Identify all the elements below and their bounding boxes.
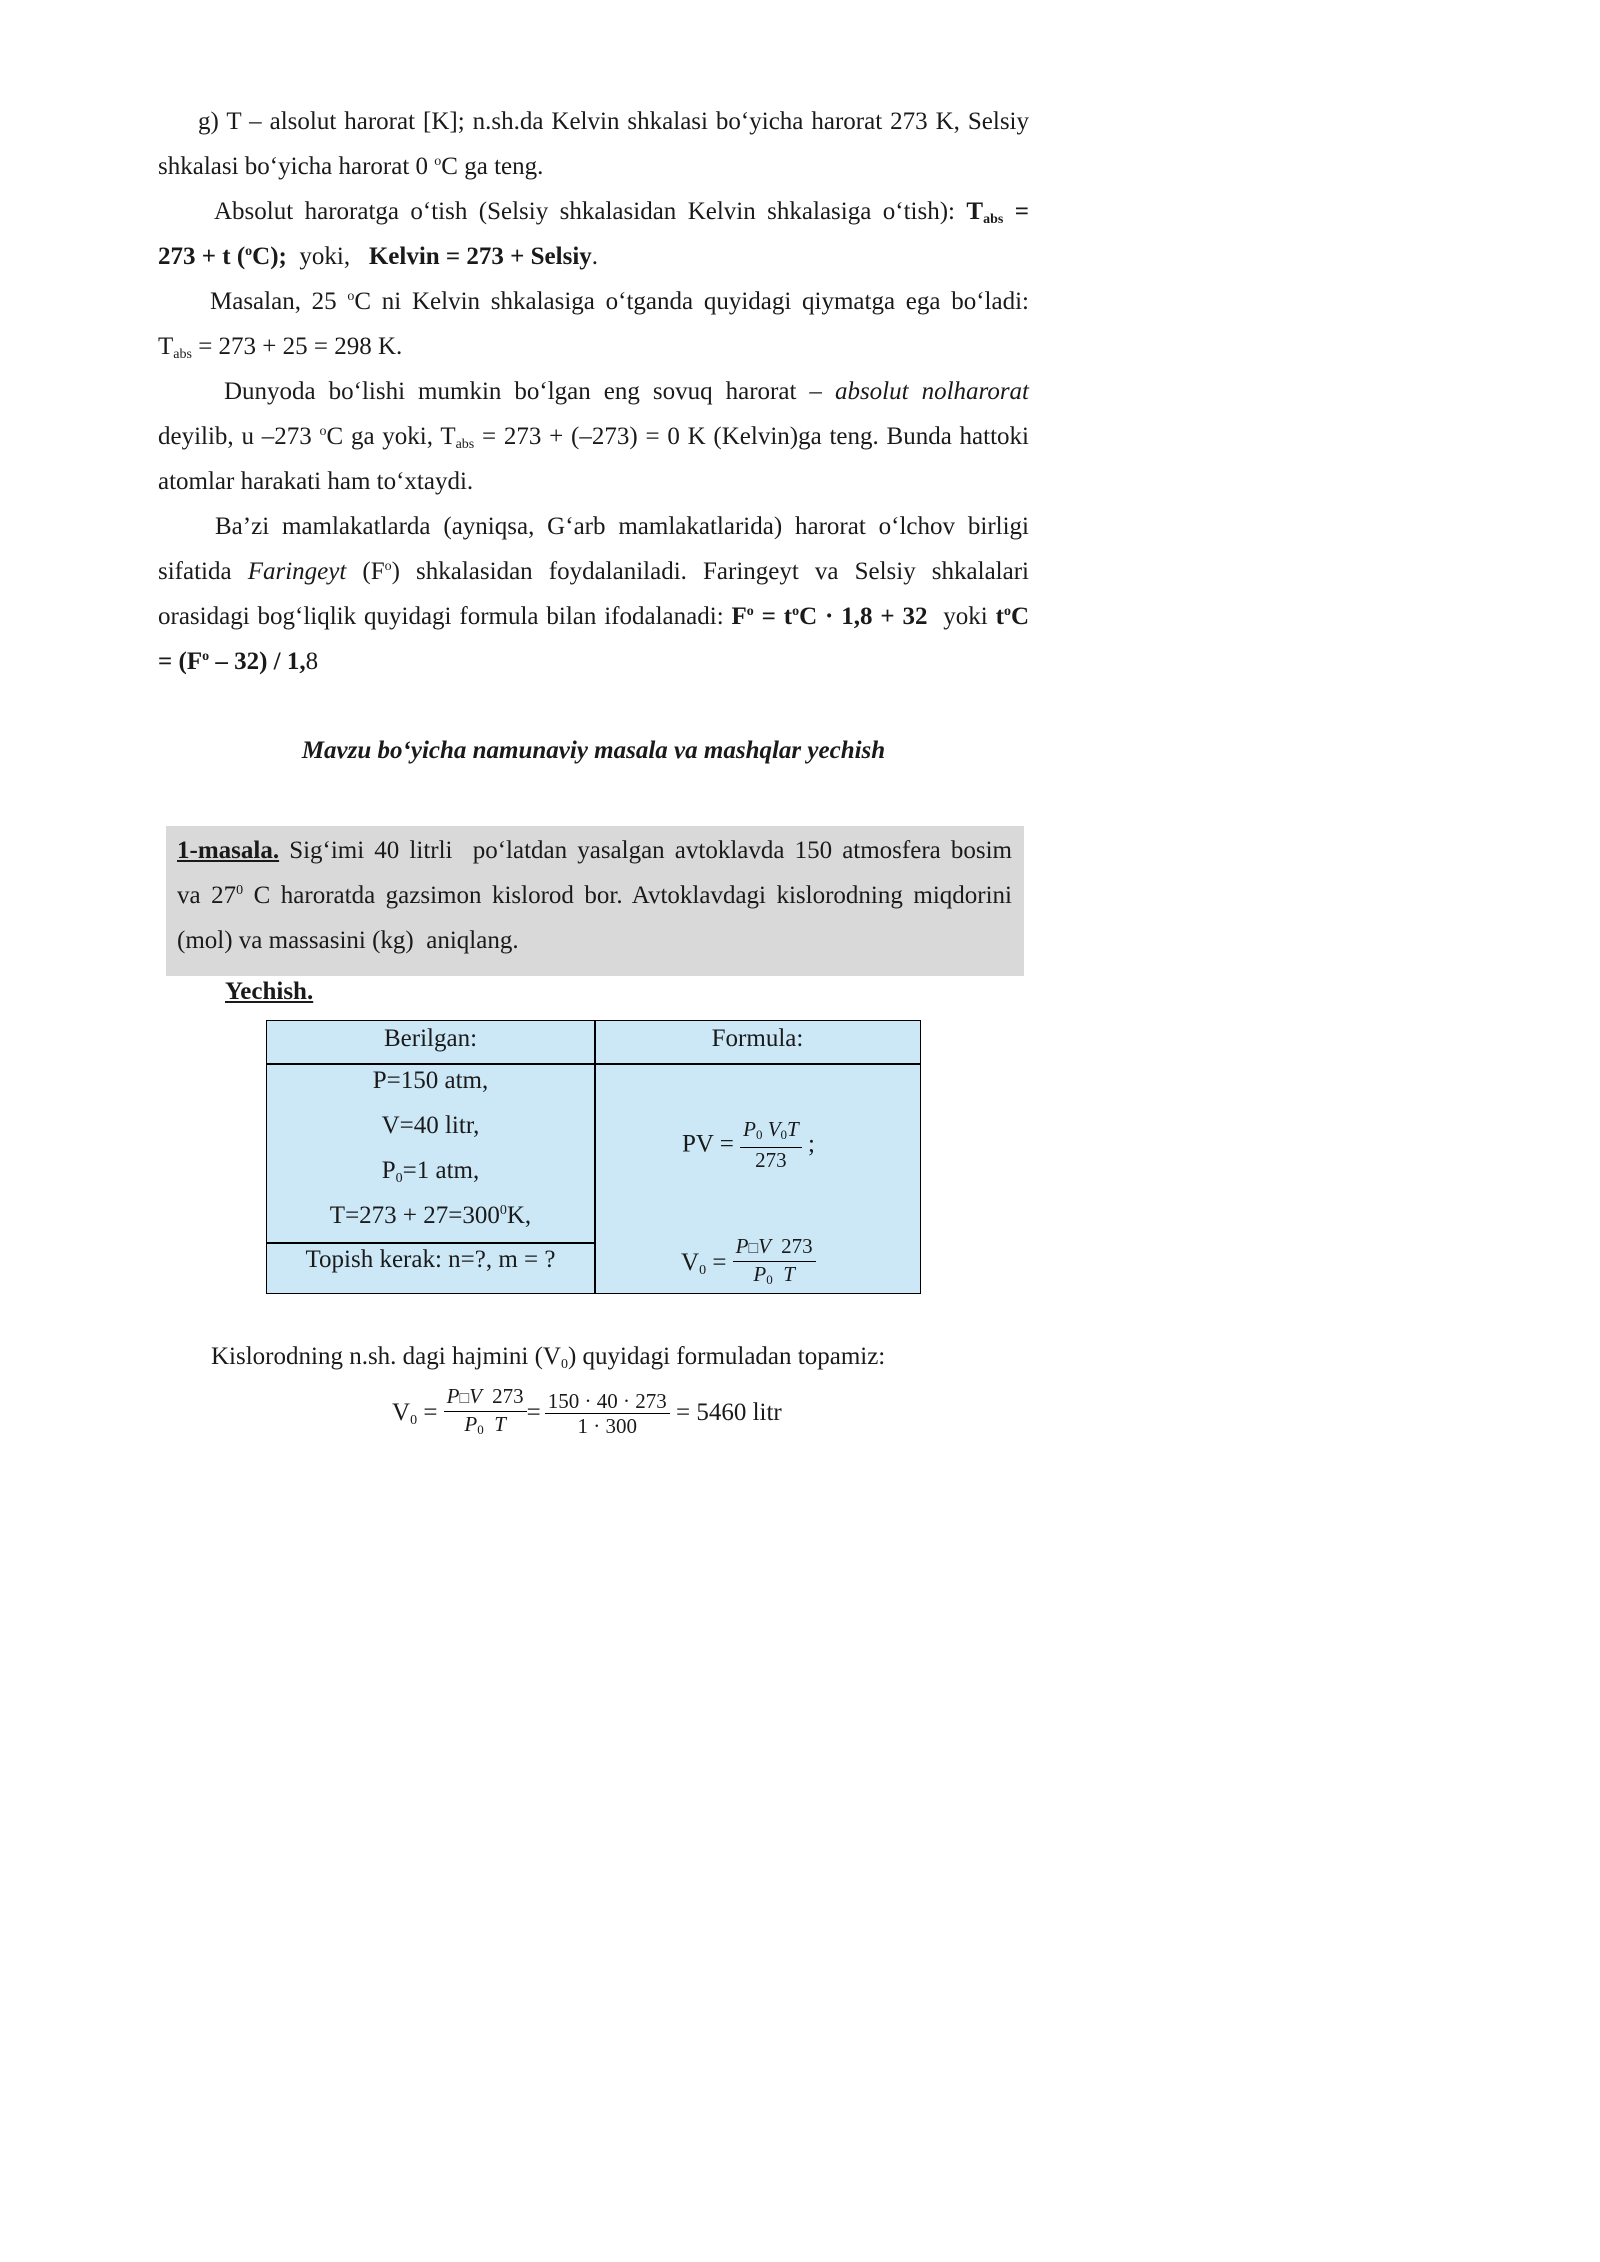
paragraph-line — [158, 419, 1029, 455]
text: =1 atm, — [402, 1157, 480, 1184]
fraction — [733, 1234, 816, 1292]
paragraph-line — [211, 1339, 1082, 1375]
superscript: o — [202, 649, 210, 664]
text: 8 — [305, 648, 319, 675]
text: 273 + t ( — [158, 243, 246, 270]
final-calculation — [392, 1384, 782, 1442]
text: V — [762, 1117, 781, 1141]
italic-text: Faringeyt — [247, 558, 347, 585]
result-text: = 5460 litr — [669, 1399, 782, 1426]
given-item — [267, 1198, 594, 1234]
subscript: 0 — [410, 1413, 418, 1428]
text: Masalan, 25 — [210, 288, 348, 315]
paragraph-line — [210, 284, 1029, 320]
text: K, — [506, 1202, 532, 1229]
text: Ba’zi mamlakatlarda (ayniqsa, G‘arb mamlakatlarida) harorat o‘lchov birligi — [215, 513, 1029, 540]
text: = — [1003, 198, 1029, 225]
text: g) T – alsolut harorat [K]; n.sh.da Kelvin shkalasi bo‘yicha harorat 273 K, Selsiy — [198, 108, 1029, 135]
text: = — [417, 1399, 444, 1426]
given-item: V=40 litr, — [381, 1112, 480, 1139]
superscript: o — [792, 604, 800, 619]
fraction — [545, 1389, 670, 1438]
fraction — [740, 1117, 802, 1172]
text: ; — [801, 1130, 815, 1158]
text: = 273 + (–273) = 0 K (Kelvin)ga teng. Bunda hattoki — [474, 423, 1029, 450]
text: T — [787, 1117, 799, 1141]
text: Dunyoda bo‘lishi mumkin bo‘lgan eng sovuq harorat – — [224, 378, 835, 405]
text — [392, 1399, 444, 1426]
subscript: 0 — [560, 1357, 568, 1372]
text: 273 — [492, 1384, 524, 1408]
superscript: o — [245, 244, 253, 259]
text: C · 1,8 + 32 — [799, 603, 928, 630]
text: Sig‘imi 40 litrli po‘latdan yasalgan avtoklavda 150 atmosfera bosim — [279, 837, 1012, 864]
text: C ga teng. — [441, 153, 544, 180]
formula-pv — [682, 1117, 815, 1172]
find-item: Topish kerak: n=?, m = ? — [305, 1246, 556, 1273]
subscript: abs — [455, 437, 475, 452]
section-heading: Mavzu bo‘yicha namunaviy masala va mashqlar yechish — [301, 737, 886, 764]
text: va 27 — [177, 882, 237, 909]
paragraph-line — [198, 104, 1029, 140]
text: = — [706, 1249, 733, 1276]
document-page — [0, 0, 1118, 1568]
table-header-formula: Formula: — [711, 1025, 804, 1052]
text: 273 — [755, 1148, 787, 1172]
given-formula-table — [266, 1020, 921, 1294]
superscript: o — [1003, 604, 1011, 619]
subscript: 0 — [395, 1171, 403, 1186]
text: T=273 + 27=300 — [329, 1202, 500, 1229]
paragraph-line — [224, 374, 1029, 410]
text: – 32) / 1, — [209, 648, 306, 675]
text: V — [469, 1384, 493, 1408]
superscript: 0 — [236, 883, 244, 898]
text: (mol) va massasini (kg) aniqlang. — [177, 927, 519, 954]
text: (F — [346, 558, 385, 585]
box-glyph: □ — [459, 1390, 470, 1407]
paragraph-line — [158, 599, 1029, 635]
text: C haroratda gazsimon kislorod bor. Avtoklavdagi kislorodning miqdorini — [243, 882, 1012, 909]
fraction — [444, 1384, 527, 1442]
text: T — [772, 1262, 795, 1286]
text: P — [735, 1234, 749, 1258]
problem-box — [166, 826, 1024, 976]
text: C); — [252, 243, 287, 270]
superscript: 0 — [499, 1203, 507, 1218]
superscript: o — [746, 604, 754, 619]
subscript: 0 — [766, 1272, 773, 1287]
text: 273 — [781, 1234, 813, 1258]
text — [681, 1249, 733, 1276]
table-divider — [594, 1021, 596, 1293]
text: 150 · 40 · 273 — [545, 1389, 670, 1414]
text: t — [995, 603, 1004, 630]
text: C — [1010, 603, 1029, 630]
text: = t — [753, 603, 793, 630]
table-header-given: Berilgan: — [383, 1025, 478, 1052]
text: Kelvin = 273 + Selsiy — [368, 243, 592, 270]
paragraph-line — [215, 509, 1029, 545]
text: shkalasi bo‘yicha harorat 0 — [158, 153, 435, 180]
text: ) shkalasidan foydalaniladi. Faringeyt va Selsiy shkalalari — [391, 558, 1029, 585]
problem-label: 1-masala. — [177, 837, 280, 864]
formula-v0 — [681, 1234, 816, 1292]
text: deyilib, u –273 — [158, 423, 320, 450]
paragraph-line — [158, 464, 1029, 500]
paragraph-line — [158, 239, 1029, 275]
text: P — [753, 1262, 767, 1286]
text: yoki — [927, 603, 996, 630]
text: = (F — [158, 648, 203, 675]
text: C ga yoki, T — [326, 423, 456, 450]
text: sifatida — [158, 558, 248, 585]
text: ) quyidagi formuladan topamiz: — [567, 1343, 886, 1370]
text: P — [464, 1412, 478, 1436]
text: P — [381, 1157, 396, 1184]
text: C ni Kelvin shkalasiga o‘tganda quyidagi qiymatga ega bo‘ladi: — [354, 288, 1029, 315]
text: . — [591, 243, 599, 270]
problem-line — [177, 833, 1012, 869]
text: = — [526, 1399, 541, 1426]
superscript: o — [347, 289, 355, 304]
subscript: 0 — [755, 1127, 763, 1142]
subscript: 0 — [699, 1263, 707, 1278]
text: T — [483, 1412, 506, 1436]
text: T — [158, 333, 174, 360]
text: orasidagi bog‘liqlik quyidagi formula bilan ifodalanadi: — [158, 603, 732, 630]
subscript: abs — [983, 212, 1004, 227]
text: P — [743, 1117, 756, 1141]
subscript: abs — [173, 347, 192, 362]
given-item: P=150 atm, — [372, 1067, 489, 1094]
text: yoki, — [286, 243, 369, 270]
solution-label: Yechish. — [225, 978, 314, 1005]
text: Kislorodning n.sh. dagi hajmini (V — [211, 1343, 561, 1370]
text: PV = — [682, 1130, 741, 1158]
subscript: 0 — [477, 1422, 484, 1437]
problem-line — [177, 923, 1012, 959]
text: atomlar harakati ham to‘xtaydi. — [158, 468, 474, 495]
paragraph-line — [158, 329, 1029, 365]
text: V — [758, 1234, 782, 1258]
given-item — [267, 1153, 594, 1189]
text: P — [446, 1384, 460, 1408]
text: F — [731, 603, 747, 630]
paragraph-line — [158, 554, 1029, 590]
paragraph-line — [214, 194, 1029, 230]
problem-line — [177, 878, 1012, 914]
italic-text: absolut nolharorat — [834, 378, 1029, 405]
text: Absolut haroratga o‘tish (Selsiy shkalasidan Kelvin shkalasiga o‘tish): — [214, 198, 967, 225]
subscript: 0 — [780, 1127, 788, 1142]
text: V — [392, 1399, 411, 1426]
superscript: o — [434, 154, 442, 169]
text: V — [681, 1249, 700, 1276]
text: T — [966, 198, 984, 225]
superscript: o — [384, 559, 392, 574]
paragraph-line — [158, 149, 1029, 185]
paragraph-line — [158, 644, 1029, 680]
superscript: o — [319, 424, 327, 439]
box-glyph: □ — [748, 1240, 759, 1257]
text: = 273 + 25 = 298 K. — [191, 333, 403, 360]
text: 1 · 300 — [577, 1413, 637, 1438]
